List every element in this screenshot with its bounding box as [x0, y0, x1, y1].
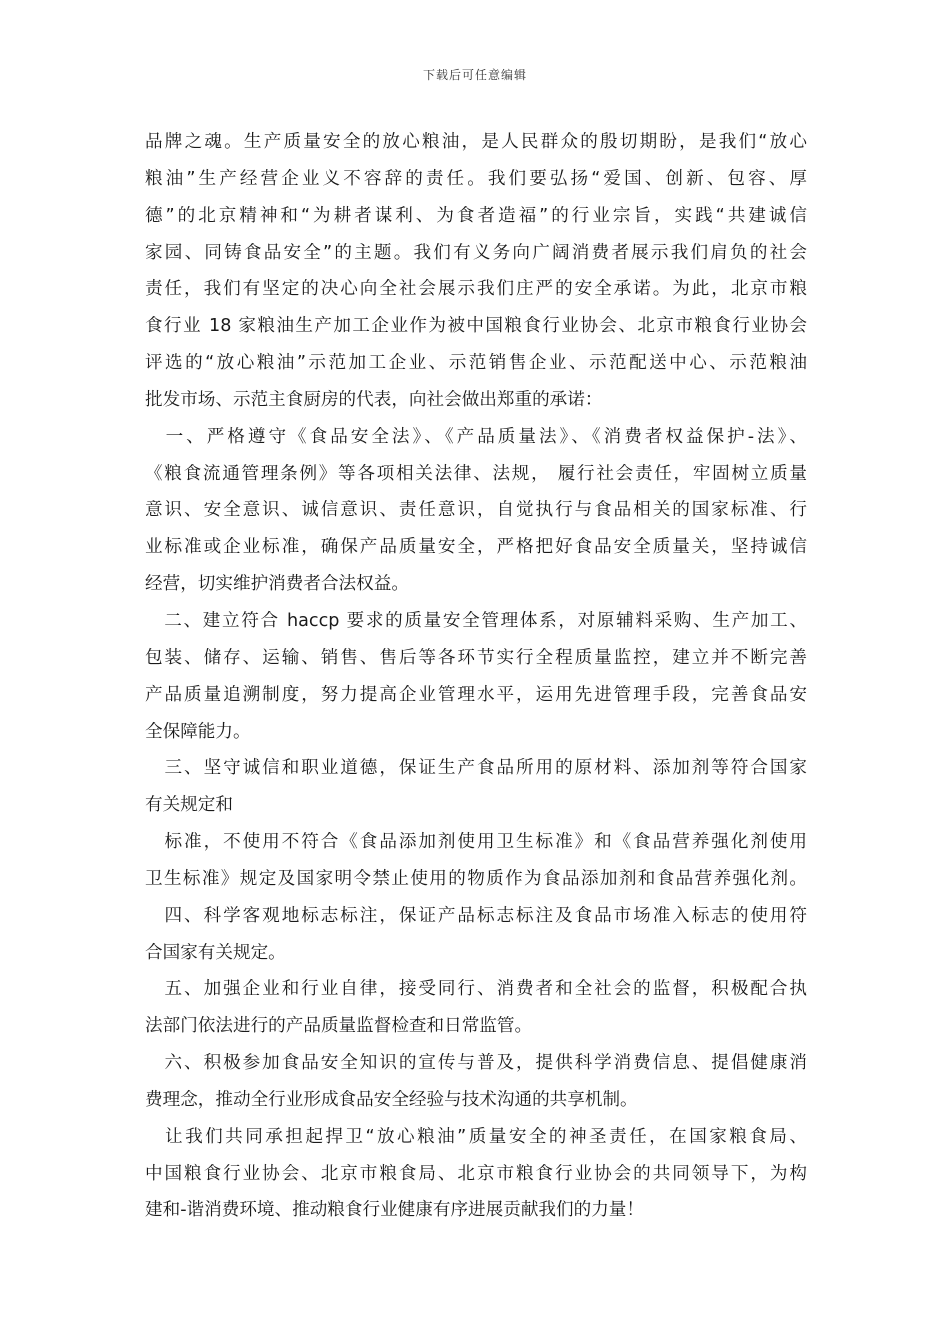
text-line: 经营，切实维护消费者合法权益。: [145, 574, 409, 595]
text-line: 批发市场、示范主食厨房的代表，向社会做出郑重的承诺：: [145, 389, 603, 410]
text-line: 四、科学客观地标志标注，保证产品标志标注及食品市场准入标志的使用符: [145, 905, 807, 926]
document-body: [145, 124, 807, 1229]
text-line: 一、严格遵守《食品安全法》、《产品质量法》、《消费者权益保护-法》、: [145, 426, 807, 447]
page-header: 下载后可任意编辑: [422, 68, 527, 82]
text-line: 意识、安全意识、诚信意识、责任意识，自觉执行与食品相关的国家标准、行: [145, 500, 807, 521]
text-line: 业标准或企业标准，确保产品质量安全，严格把好食品安全质量关，坚持诚信: [145, 537, 807, 558]
text-line: 包装、储存、运输、销售、售后等各环节实行全程质量监控，建立并不断完善: [145, 647, 807, 668]
text-line: 让我们共同承担起捍卫“放心粮油”质量安全的神圣责任，在国家粮食局、: [145, 1126, 807, 1147]
text-line: 标准，不使用不符合《食品添加剂使用卫生标准》和《食品营养强化剂使用: [145, 832, 807, 853]
text-line: 六、积极参加食品安全知识的宣传与普及，提供科学消费信息、提倡健康消: [145, 1053, 807, 1074]
text-line: 食行业 18 家粮油生产加工企业作为被中国粮食行业协会、北京市粮食行业协会: [145, 316, 807, 337]
text-line: 粮油”生产经营企业义不容辞的责任。我们要弘扬“爱国、创新、包容、厚: [145, 168, 807, 189]
text-line: 中国粮食行业协会、北京市粮食局、北京市粮食行业协会的共同领导下，为构: [145, 1163, 807, 1184]
text-line: 全保障能力。: [145, 721, 251, 742]
text-line: 费理念，推动全行业形成食品安全经验与技术沟通的共享机制。: [145, 1089, 638, 1110]
text-line: 卫生标准》规定及国家明令禁止使用的物质作为食品添加剂和食品营养强化剂。: [145, 868, 807, 889]
text-line: 二、建立符合 haccp 要求的质量安全管理体系，对原辅料采购、生产加工、: [145, 610, 807, 631]
text-line: 合国家有关规定。: [145, 942, 286, 963]
text-line: 评选的“放心粮油”示范加工企业、示范销售企业、示范配送中心、示范粮油: [145, 353, 807, 374]
text-line: 责任，我们有坚定的决心向全社会展示我们庄严的安全承诺。为此，北京市粮: [145, 279, 807, 300]
text-line: 五、加强企业和行业自律，接受同行、消费者和全社会的监督，积极配合执: [145, 979, 807, 1000]
text-line: 建和-谐消费环境、推动粮食行业健康有序进展贡献我们的力量！: [145, 1200, 644, 1221]
text-line: 有关规定和: [145, 795, 233, 816]
text-line: 品牌之魂。生产质量安全的放心粮油，是人民群众的殷切期盼，是我们“放心: [145, 132, 807, 152]
text-line: 德”的北京精神和“为耕者谋利、为食者造福”的行业宗旨，实践“共建诚信: [145, 205, 807, 226]
text-line: 产品质量追溯制度，努力提高企业管理水平，运用先进管理手段，完善食品安: [145, 684, 807, 705]
text-line: 三、坚守诚信和职业道德，保证生产食品所用的原材料、添加剂等符合国家: [145, 758, 807, 779]
text-line: 《粮食流通管理条例》等各项相关法律、法规， 履行社会责任，牢固树立质量: [145, 463, 807, 484]
text-line: 法部门依法进行的产品质量监督检查和日常监管。: [145, 1016, 533, 1037]
text-line: 家园、同铸食品安全”的主题。我们有义务向广阔消费者展示我们肩负的社会: [145, 242, 807, 263]
